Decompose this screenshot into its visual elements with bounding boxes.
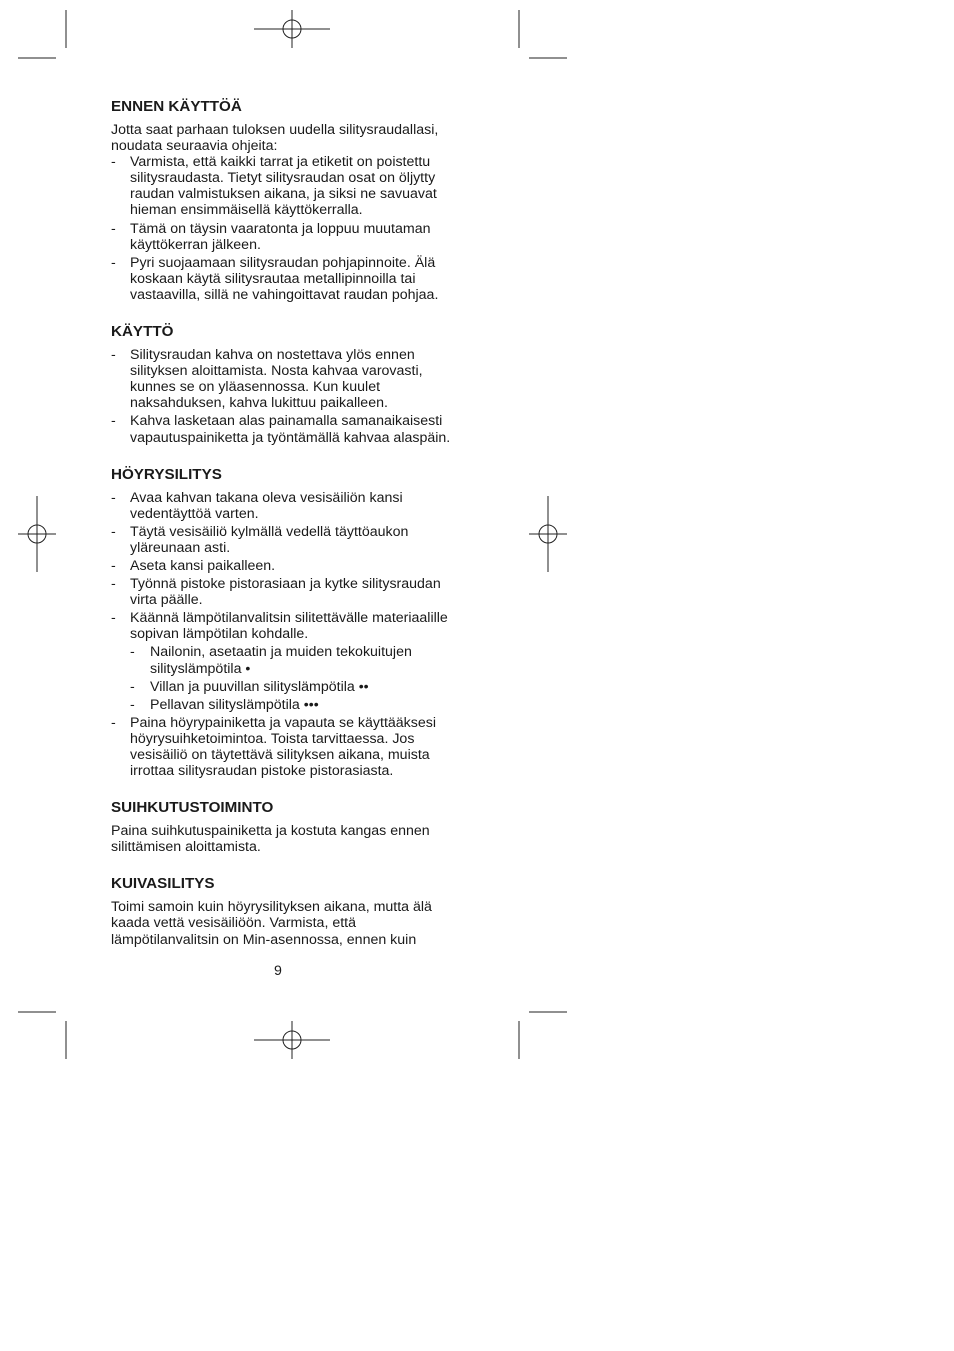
sublist-item: - Nailonin, asetaatin ja muiden tekokuitujen silityslämpötila •: [130, 644, 461, 676]
section-heading: KÄYTTÖ: [111, 323, 174, 341]
list-item: - Tämä on täysin vaaratonta ja loppuu muutaman käyttökerran jälkeen.: [111, 221, 461, 253]
instruction-list: [111, 490, 461, 780]
registration-mark-left: [18, 496, 56, 572]
section-dry-ironing: [111, 875, 461, 947]
section-heading: ENNEN KÄYTTÖÄ: [111, 98, 242, 115]
section-heading: SUIHKUTUSTOIMINTO: [111, 799, 274, 817]
list-item: - Silitysraudan kahva on nostettava ylös ennen silityksen aloittamista. Nosta kahvaa varovasti, kunnes se on yläasennossa. Kun kuulet naksahduksen, kahva lukittuu paikalleen.: [111, 347, 461, 411]
section-steam-ironing: [111, 466, 461, 780]
section-usage: [111, 323, 461, 446]
section-body: Paina suihkutuspainiketta ja kostuta kangas ennen silittämisen aloittamista.: [111, 823, 430, 856]
section-heading: HÖYRYSILITYS: [111, 465, 222, 483]
manual-page-content: [111, 98, 461, 968]
section-intro: Jotta saat parhaan tuloksen uudella silitysraudallasi, noudata seuraavia ohjeita:: [111, 122, 439, 155]
page-number: 9: [274, 963, 282, 979]
list-item: - Työnnä pistoke pistorasiaan ja kytke silitysraudan virta päälle.: [111, 576, 461, 608]
list-item: - Varmista, että kaikki tarrat ja etiketit on poistettu silitysraudasta. Tietyt silitysraudan osat on öljytty raudan valmistuksen aikana, ja siksi ne savuavat hieman ensimmäisellä käyttökerralla.: [111, 154, 461, 218]
list-item: - Aseta kansi paikalleen.: [111, 558, 461, 574]
list-item-with-subitems: [111, 610, 461, 713]
sublist-item: - Pellavan silityslämpötila •••: [130, 697, 461, 713]
section-body: Toimi samoin kuin höyrysilityksen aikana, mutta älä kaada vettä vesisäiliöön. Varmista, että lämpötilanvalitsin on Min-asennossa, ennen kuin: [111, 899, 432, 948]
instruction-list: [111, 154, 461, 303]
list-item-text: Käännä lämpötilanvalitsin silitettävälle materiaalille sopivan lämpötilan kohdalle.: [130, 610, 448, 643]
temperature-sublist: [130, 644, 461, 712]
list-item: - Täytä vesisäiliö kylmällä vedellä täyttöaukon yläreunaan asti.: [111, 524, 461, 556]
instruction-list: [111, 347, 461, 446]
section-heading: KUIVASILITYS: [111, 875, 215, 893]
registration-mark-right: [529, 496, 567, 572]
sublist-item: - Villan ja puuvillan silityslämpötila ••: [130, 679, 461, 695]
registration-mark-top: [254, 10, 330, 48]
list-item: - Kahva lasketaan alas painamalla samanaikaisesti vapautuspainiketta ja työntämällä kahvaa alaspäin.: [111, 413, 461, 445]
list-item: - Paina höyrypainiketta ja vapauta se käyttääksesi höyrysuihketoimintoa. Toista tarvittaessa. Jos vesisäiliö on täytettävä silityksen aikana, muista irrottaa silitysraudan pistoke pistorasiasta.: [111, 715, 461, 779]
registration-mark-bottom: [254, 1021, 330, 1059]
section-before-use: [111, 98, 461, 303]
section-spray-function: [111, 799, 461, 855]
list-item: - Avaa kahvan takana oleva vesisäiliön kansi vedentäyttöä varten.: [111, 490, 461, 522]
list-item: - Pyri suojaamaan silitysraudan pohjapinnoite. Älä koskaan käytä silitysrautaa metallipinnoilla tai vastaavilla, sillä ne vahingoittavat raudan pohjaa.: [111, 255, 461, 303]
